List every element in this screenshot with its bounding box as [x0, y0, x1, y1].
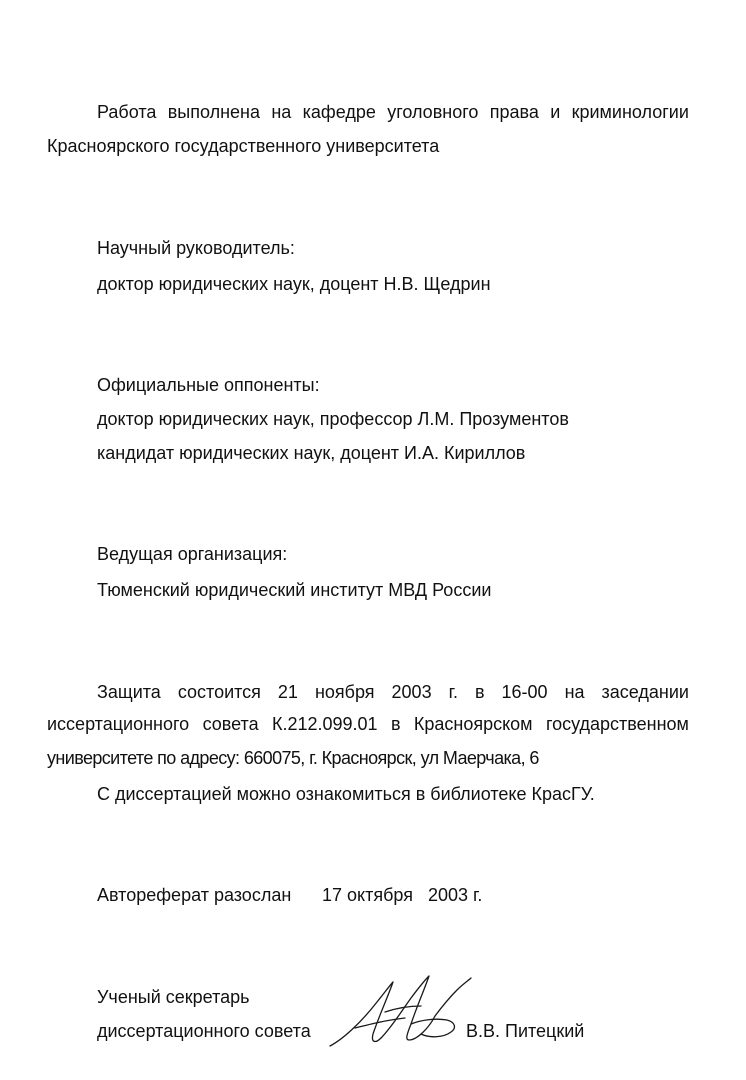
defense-line-1-word: Защита: [97, 682, 161, 702]
defense-line-1-word: 21: [277, 682, 298, 702]
defense-line-1-word: г.: [448, 682, 458, 702]
intro-line-1-word: права: [489, 102, 539, 122]
defense-line-2-word: Красноярском: [413, 714, 533, 734]
opponent-first: доктор юридических наук, профессор Л.М. Прозументов: [97, 409, 569, 429]
defense-line-1-word: на: [564, 682, 585, 702]
defense-line-2: [47, 715, 689, 733]
defense-line-1-word: состоится: [177, 682, 261, 702]
opponent-second: кандидат юридических наук, доцент И.А. Кириллов: [97, 443, 526, 463]
defense-line-1-word: заседании: [601, 682, 689, 702]
intro-line-1-word: уголовного: [387, 102, 479, 122]
library-note: С диссертацией можно ознакомиться в библиотеке КрасГУ.: [97, 784, 595, 804]
opponents-label: Официальные оппоненты:: [97, 375, 320, 395]
defense-line-2-word: К.212.099.01: [271, 714, 378, 734]
defense-line-1-word: 2003: [391, 682, 432, 702]
defense-line-1: [97, 683, 689, 701]
secretary-name: В.В. Питецкий: [466, 1021, 585, 1041]
defense-line-1-word: в: [474, 682, 485, 702]
intro-line-1-word: кафедре: [302, 102, 376, 122]
secretary-title-line-1: Ученый секретарь: [97, 987, 250, 1007]
mailing-date: 17 октября 2003 г.: [322, 885, 483, 905]
defense-line-2-word: иссертационного: [47, 714, 190, 734]
advisor-name: доктор юридических наук, доцент Н.В. Щедрин: [97, 274, 491, 294]
lead-org-name: Тюменский юридический институт МВД России: [97, 580, 492, 600]
intro-line-1-word: и: [550, 102, 561, 122]
intro-line-1-word: криминологии: [571, 102, 689, 122]
intro-line-2: Красноярского государственного университета: [47, 136, 440, 156]
lead-org-label: Ведущая организация:: [97, 544, 288, 564]
defense-line-1-word: ноября: [314, 682, 375, 702]
intro-line-1-word: выполнена: [167, 102, 261, 122]
advisor-label: Научный руководитель:: [97, 238, 295, 258]
defense-line-3: университете по адресу: 660075, г. Красноярск, ул Маерчака, 6: [47, 748, 539, 768]
intro-line-1: [97, 103, 689, 121]
defense-line-2-word: в: [390, 714, 401, 734]
signature-image: [325, 968, 475, 1058]
defense-line-2-word: совета: [202, 714, 259, 734]
secretary-title-line-2: диссертационного совета: [97, 1021, 311, 1041]
mailing-label: Автореферат разослан: [97, 885, 292, 905]
intro-line-1-word: Работа: [97, 102, 157, 122]
defense-line-1-word: 16-00: [501, 682, 548, 702]
intro-line-1-word: на: [271, 102, 292, 122]
defense-line-2-word: государственном: [545, 714, 689, 734]
